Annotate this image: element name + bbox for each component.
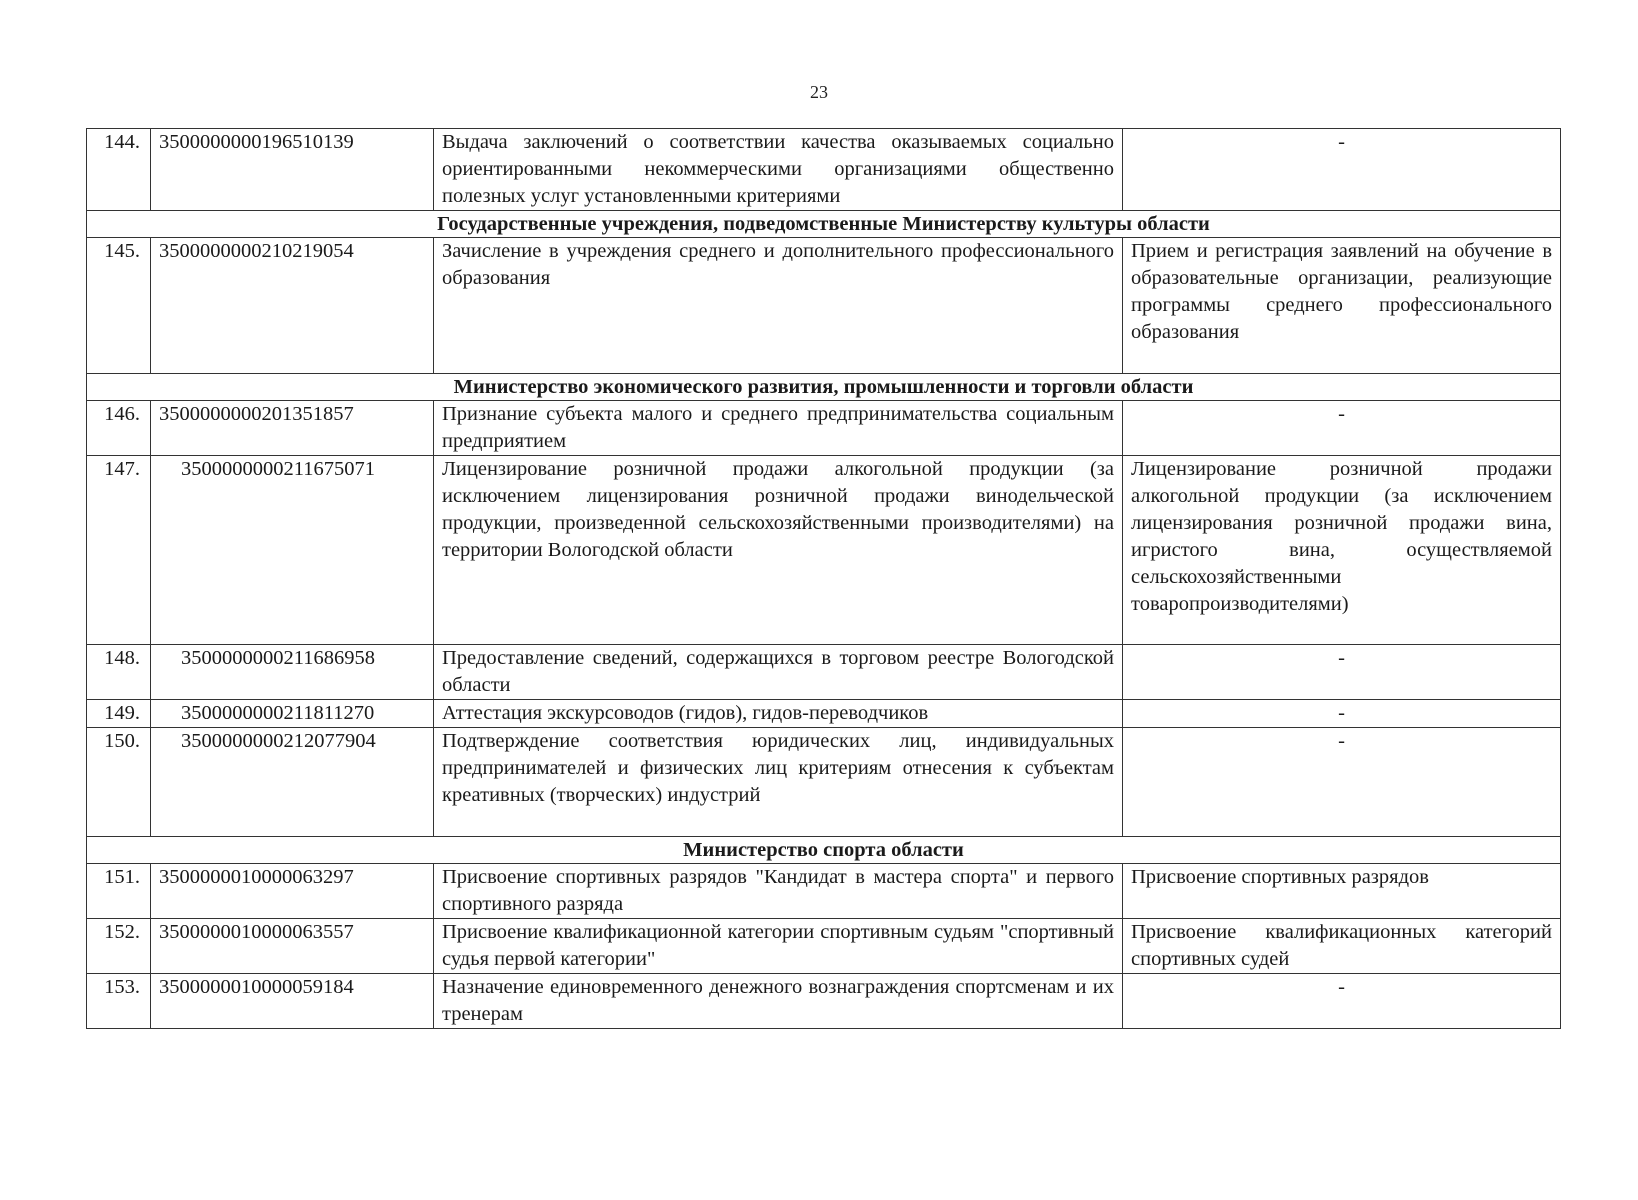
row-number: 150. (87, 728, 151, 837)
service-name: Назначение единовременного денежного вознаграждения спортсменам и их тренерам (434, 974, 1123, 1029)
federal-service-name: Присвоение спортивных разрядов (1123, 864, 1561, 919)
service-name: Выдача заключений о соответствии качества оказываемых социально ориентированными некоммерческими организациями общественно полезных услуг установленными критериями (434, 129, 1123, 211)
federal-service-name: - (1123, 129, 1561, 211)
row-number: 146. (87, 401, 151, 456)
service-name: Зачисление в учреждения среднего и дополнительного профессионального образования (434, 238, 1123, 374)
section-title: Министерство спорта области (87, 837, 1561, 864)
service-name: Предоставление сведений, содержащихся в торговом реестре Вологодской области (434, 645, 1123, 700)
federal-service-name: Прием и регистрация заявлений на обучение в образовательные организации, реализующие программы среднего профессионального образования (1123, 238, 1561, 374)
service-name: Лицензирование розничной продажи алкогольной продукции (за исключением лицензирования розничной продажи винодельческой продукции, произведенной сельскохозяйственными производителями) на территории Вологодской области (434, 456, 1123, 645)
row-number: 152. (87, 919, 151, 974)
service-code: 3500000000211675071 (151, 456, 434, 645)
section-row (87, 211, 1561, 238)
table-row (87, 700, 1561, 728)
row-number: 151. (87, 864, 151, 919)
service-name: Подтверждение соответствия юридических лиц, индивидуальных предпринимателей и физических лиц критериям отнесения к субъектам креативных (творческих) индустрий (434, 728, 1123, 837)
service-name: Присвоение спортивных разрядов "Кандидат в мастера спорта" и первого спортивного разряда (434, 864, 1123, 919)
page-number: 23 (810, 82, 828, 102)
section-title: Государственные учреждения, подведомственные Министерству культуры области (87, 211, 1561, 238)
table-row (87, 864, 1561, 919)
section-row (87, 837, 1561, 864)
service-name: Присвоение квалификационной категории спортивным судьям "спортивный судья первой категории" (434, 919, 1123, 974)
table-row (87, 919, 1561, 974)
table-row (87, 456, 1561, 645)
federal-service-name: Присвоение квалификационных категорий спортивных судей (1123, 919, 1561, 974)
federal-service-name: Лицензирование розничной продажи алкогольной продукции (за исключением лицензирования розничной продажи вина, игристого вина, осуществляемой сельскохозяйственными товаропроизводителями) (1123, 456, 1561, 645)
services-table (86, 128, 1561, 1029)
federal-service-name: - (1123, 645, 1561, 700)
table-row (87, 238, 1561, 374)
federal-service-name: - (1123, 974, 1561, 1029)
service-code: 3500000000201351857 (151, 401, 434, 456)
row-number: 144. (87, 129, 151, 211)
table-row (87, 645, 1561, 700)
section-title: Министерство экономического развития, промышленности и торговли области (87, 374, 1561, 401)
row-number: 153. (87, 974, 151, 1029)
federal-service-name: - (1123, 401, 1561, 456)
section-row (87, 374, 1561, 401)
table-row (87, 401, 1561, 456)
row-number: 147. (87, 456, 151, 645)
federal-service-name: - (1123, 700, 1561, 728)
service-name: Аттестация экскурсоводов (гидов), гидов-переводчиков (434, 700, 1123, 728)
table-row (87, 728, 1561, 837)
service-code: 3500000010000063557 (151, 919, 434, 974)
service-code: 3500000000196510139 (151, 129, 434, 211)
service-code: 3500000010000059184 (151, 974, 434, 1029)
row-number: 145. (87, 238, 151, 374)
service-code: 3500000000210219054 (151, 238, 434, 374)
federal-service-name: - (1123, 728, 1561, 837)
service-code: 3500000000212077904 (151, 728, 434, 837)
service-name: Признание субъекта малого и среднего предпринимательства социальным предприятием (434, 401, 1123, 456)
table-row (87, 974, 1561, 1029)
service-code: 3500000000211811270 (151, 700, 434, 728)
row-number: 148. (87, 645, 151, 700)
service-code: 3500000000211686958 (151, 645, 434, 700)
row-number: 149. (87, 700, 151, 728)
service-code: 3500000010000063297 (151, 864, 434, 919)
table-row (87, 129, 1561, 211)
